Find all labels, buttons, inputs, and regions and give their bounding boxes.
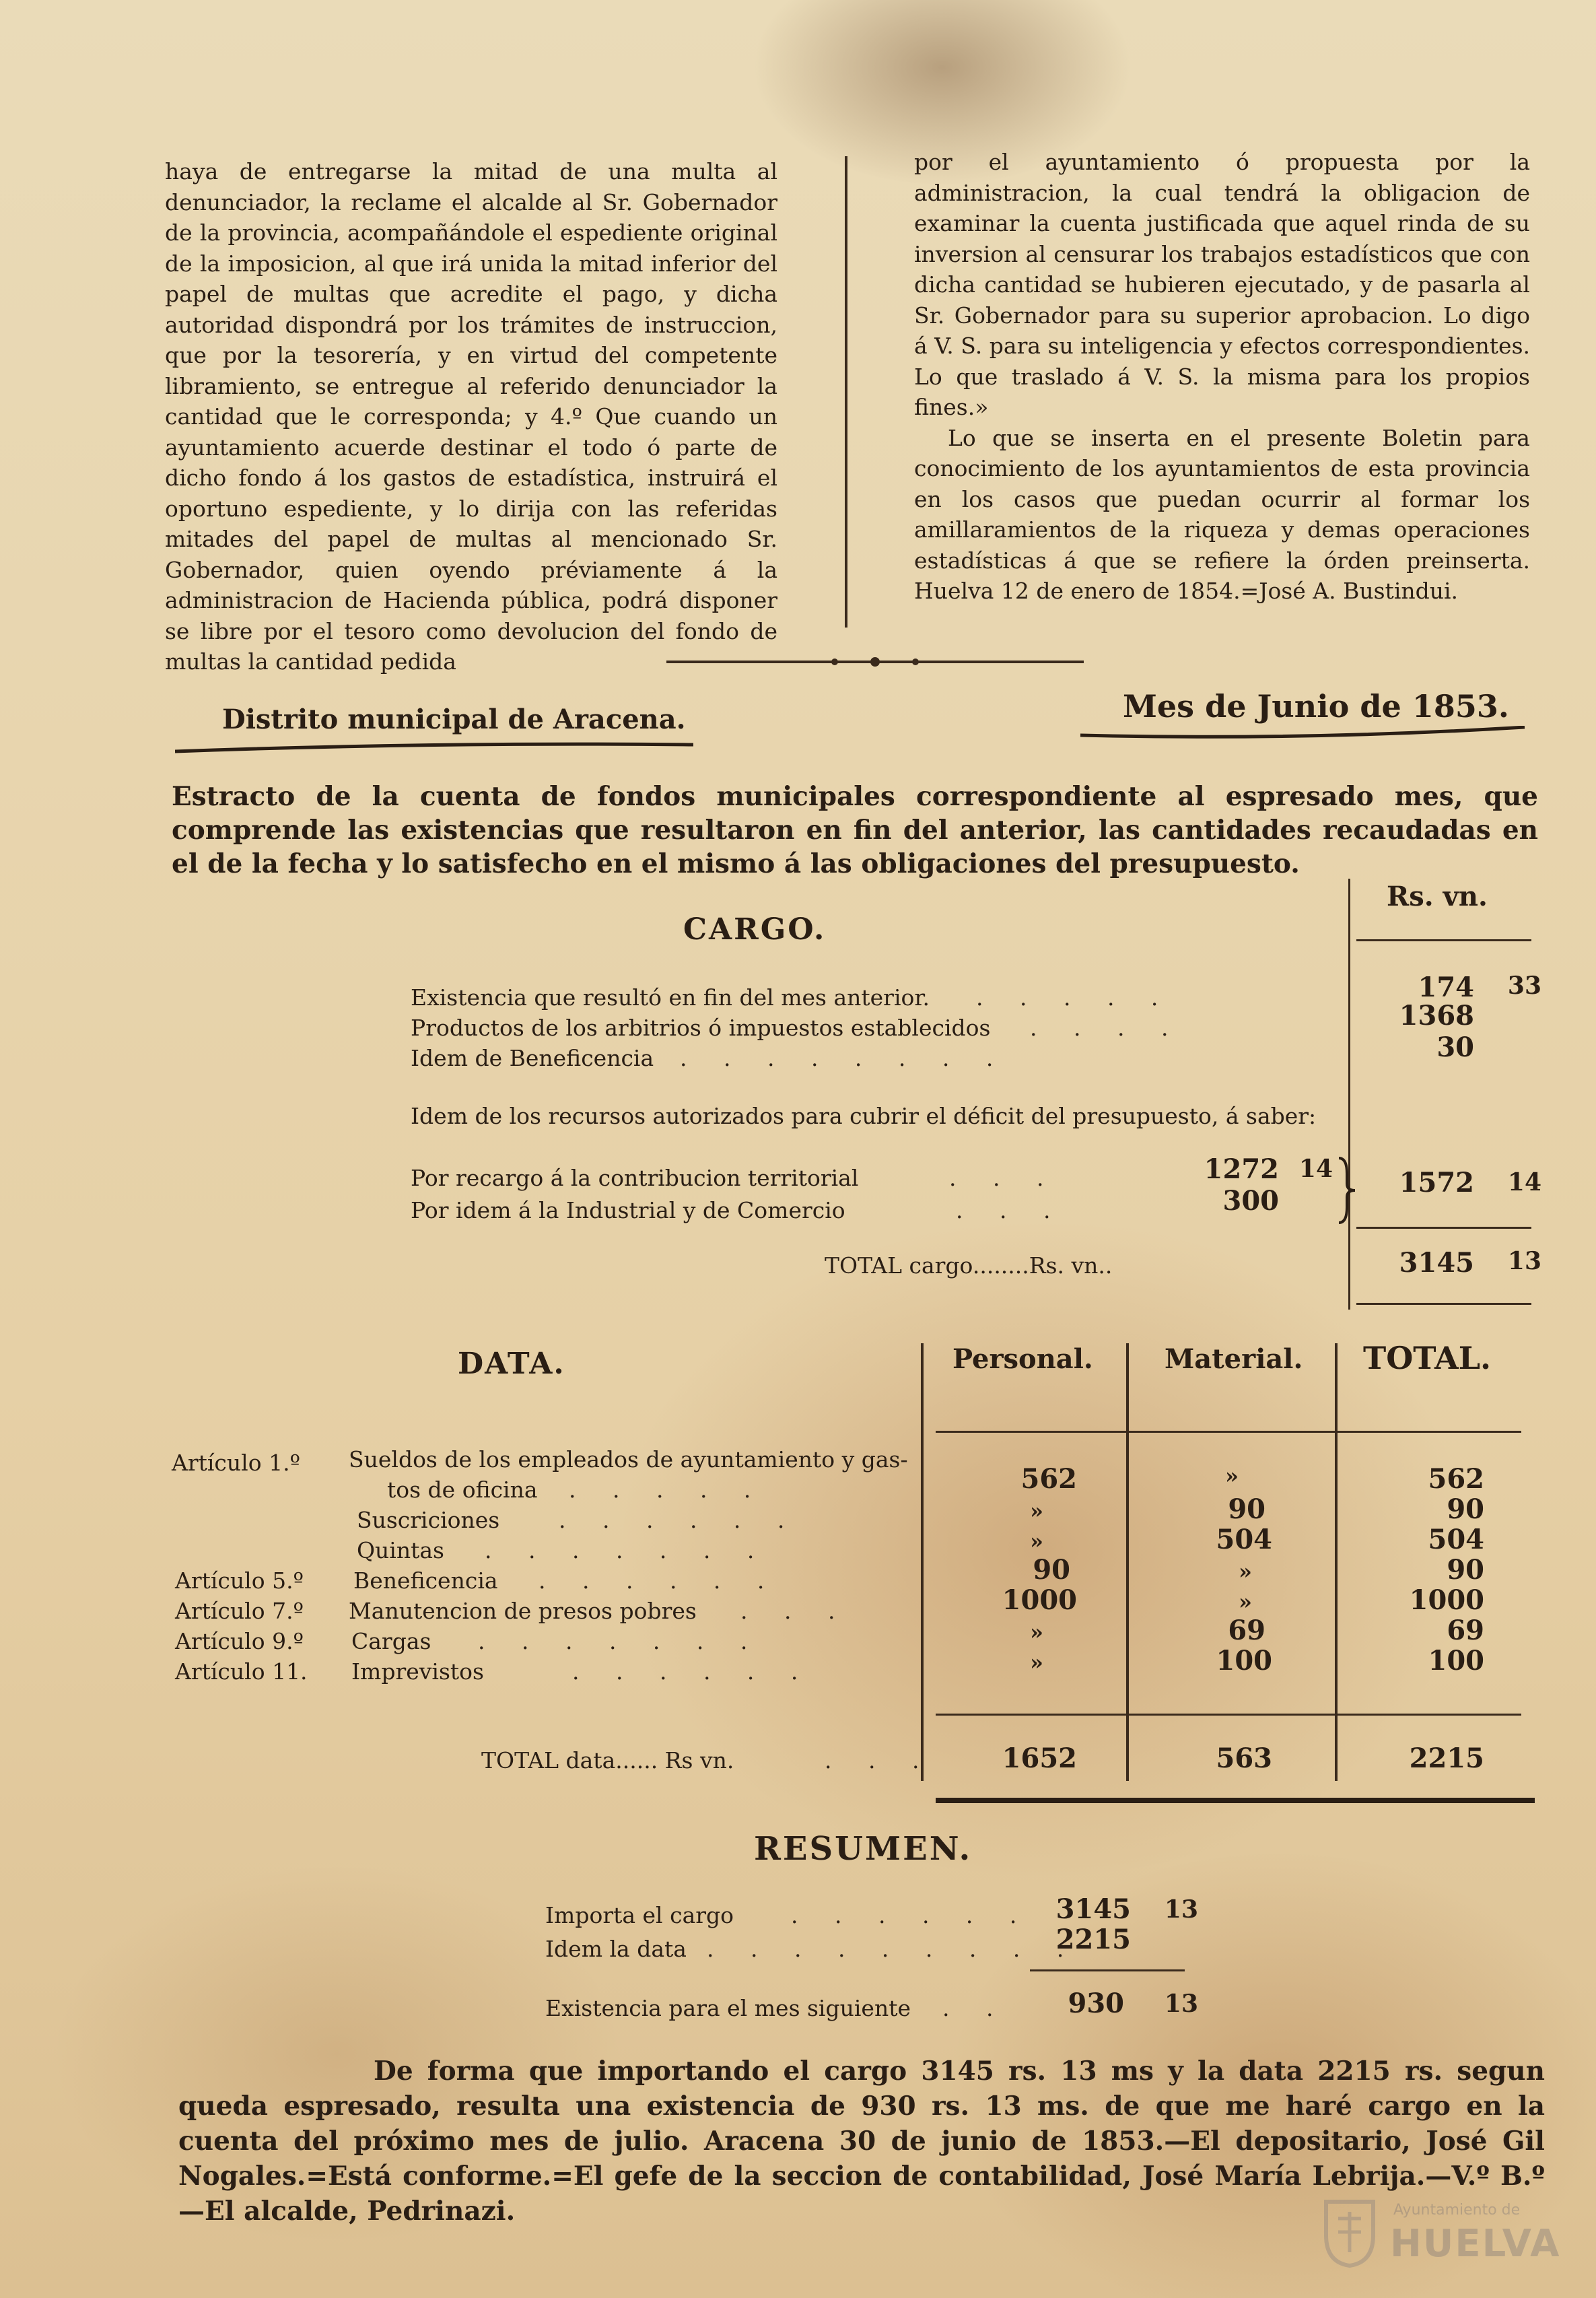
data-row-personal: 562: [1020, 1463, 1077, 1495]
recursos-total-rs: 1572: [1399, 1167, 1474, 1198]
data-total-personal: 1652: [1002, 1743, 1077, 1774]
data-row-material: »: [1239, 1589, 1252, 1615]
cargo-title: CARGO.: [683, 912, 827, 947]
resumen-row-rs: 3145: [1055, 1893, 1131, 1925]
data-article: Artículo 1.º: [172, 1450, 301, 1476]
data-row-material: 504: [1216, 1524, 1272, 1555]
data-row-material: 69: [1228, 1615, 1265, 1646]
leader-dots: . . . . . . .: [478, 1628, 763, 1654]
stamp-name: HUELVA: [1390, 2222, 1561, 2266]
leader-dots: . . .: [825, 1747, 934, 1773]
data-row-label: Beneficencia: [353, 1567, 498, 1594]
data-row-personal: 90: [1033, 1554, 1070, 1586]
cargo-total-label: TOTAL cargo........Rs. vn..: [825, 1252, 1113, 1279]
data-row-total: 562: [1428, 1463, 1484, 1495]
data-row-material: 100: [1216, 1645, 1272, 1677]
recursos-total-ms: 14: [1507, 1168, 1541, 1196]
leader-dots: . .: [942, 1995, 1008, 2021]
recurso-label: Por recargo á la contribucion territorial: [411, 1165, 859, 1191]
resumen-row-label: Importa el cargo: [545, 1902, 734, 1928]
intro-text: Estracto de la cuenta de fondos municipales correspondiente al espresado mes, que comprende las existencias que resultaron en fin del anterior, las cantidades recaudadas en el de la fecha y lo satisfecho en el mismo á las obligaciones del presupuesto.: [172, 781, 1538, 879]
leader-dots: . . . . . .: [539, 1567, 779, 1594]
cargo-total-rule: [1356, 1227, 1531, 1229]
data-row-total: 100: [1428, 1645, 1484, 1677]
closing-text: De forma que importando el cargo 3145 rs. 13 ms y la data 2215 rs. segun queda espresado, resulta una existencia de 930 rs. 13 ms. de que me haré cargo en la cuenta del próximo mes de julio. Aracena 30 de junio de 1853.—El depositario, José Gil Nogales.=Está conforme.=El gefe de la seccion de contabilidad, José María Lebrija.—V.º B.º—El alcalde, Pedrinazi.: [178, 2056, 1545, 2227]
data-row-total: 1000: [1409, 1584, 1484, 1616]
resumen-result-rs: 930: [1068, 1988, 1124, 2019]
resumen-result-label: Existencia para el mes siguiente: [545, 1995, 911, 2021]
left-column-paragraph: haya de entregarse la mitad de una multa al denunciador, la reclame el alcalde al Sr. Gobernador de la provincia, acompañándole el espediente original de la imposicion, al que irá unida la mitad inferior del papel de multas que acredite el pago, y dicha autoridad dispondrá por los trámites de instruccion, que por la tesorería, y en virtud del competente libramiento, se entregue al referido denunciador la cantidad que le corresponda; y 4.º Que cuando un ayuntamiento acuerde destinar el todo ó parte de dicho fondo á los gastos de estadística, instruirá el oportuno espediente, y lo dirija con las referidas mitades del papel de multas al mencionado Sr. Gobernador, quien oyendo préviamente á la administracion de Hacienda pública, podrá disponer se libre por el tesoro como devolucion del fondo de multas la cantidad pedida: [165, 158, 777, 675]
cargo-column-rule: [1348, 879, 1350, 1310]
data-row-total: 69: [1447, 1615, 1484, 1646]
data-row-label: Suscriciones: [357, 1507, 500, 1533]
data-row-label: tos de oficina: [387, 1477, 538, 1503]
district-underline: [175, 741, 693, 755]
month-underline: [1080, 726, 1525, 741]
data-row-material: 90: [1228, 1493, 1265, 1525]
recurso-rs: 1272: [1204, 1153, 1279, 1185]
leader-dots: . . . .: [1030, 1015, 1183, 1041]
cargo-header-rule: [1356, 939, 1531, 941]
recursos-brace: [1336, 1157, 1356, 1224]
leader-dots: . . . . . .: [791, 1902, 1032, 1928]
data-row-total: 504: [1428, 1524, 1484, 1555]
cargo-row-label: Idem de Beneficencia: [411, 1045, 654, 1071]
data-total-total: 2215: [1409, 1743, 1484, 1774]
data-row-label: Manutencion de presos pobres: [349, 1598, 697, 1624]
data-row-personal: 1000: [1002, 1584, 1077, 1616]
library-stamp: [1319, 2182, 1562, 2283]
data-row-material: »: [1225, 1463, 1239, 1489]
leader-dots: . . . . . . . .: [680, 1045, 1008, 1071]
leader-dots: . . . . . .: [559, 1507, 800, 1533]
month-heading: Mes de Junio de 1853.: [1123, 688, 1509, 724]
ornamental-separator: [666, 656, 1084, 667]
recursos-label: Idem de los recursos autorizados para cubrir el déficit del presupuesto, á saber:: [411, 1103, 1317, 1129]
data-row-label: Imprevistos: [351, 1658, 484, 1685]
left-column-text: [165, 156, 777, 677]
recurso-ms: 14: [1298, 1155, 1333, 1183]
data-row-label: Sueldos de los empleados de ayuntamiento y gas-: [349, 1446, 908, 1473]
data-header-rule: [936, 1431, 1521, 1433]
leader-dots: . . . . .: [569, 1477, 766, 1503]
right-column-paragraph-1: por el ayuntamiento ó propuesta por la administracion, la cual tendrá la obligacion de examinar la cuenta justificada que aquel rinda de su inversion al censurar los trabajos estadísticos que con dicha cantidad se hubieren ejecutado, y de pasarla al Sr. Gobernador para su superior aprobacion. Lo digo á V. S. para su inteligencia y efectos correspondientes. Lo que traslado á V. S. la misma para los propios fines.»: [914, 149, 1530, 420]
data-article: Artículo 9.º: [175, 1628, 304, 1654]
district-heading: Distrito municipal de Aracena.: [222, 704, 686, 735]
data-row-total: 90: [1447, 1554, 1484, 1586]
leader-dots: . . . . .: [976, 984, 1173, 1011]
stamp-small-text: Ayuntamiento de: [1393, 2202, 1521, 2219]
data-article: Artículo 5.º: [175, 1567, 304, 1594]
recurso-rs: 300: [1222, 1185, 1279, 1217]
data-col-header: Material.: [1165, 1343, 1303, 1375]
data-row-total: 90: [1447, 1493, 1484, 1525]
resumen-result-ms: 13: [1164, 1990, 1198, 2018]
resumen-row-label: Idem la data: [545, 1936, 687, 1962]
data-title: DATA.: [458, 1347, 565, 1381]
data-row-label: Cargas: [351, 1628, 431, 1654]
data-row-personal: »: [1030, 1498, 1043, 1524]
data-row-material: »: [1239, 1559, 1252, 1584]
recurso-label: Por idem á la Industrial y de Comercio: [411, 1197, 845, 1223]
column-divider: [845, 156, 847, 628]
cargo-col-header: Rs. vn.: [1387, 881, 1488, 912]
leader-dots: . . .: [949, 1165, 1059, 1191]
ornament-icon: [666, 656, 1084, 667]
leader-dots: . . . . . . . . .: [707, 1936, 1079, 1962]
data-total-label: TOTAL data...... Rs vn.: [481, 1747, 734, 1773]
data-bottom-rule: [936, 1798, 1535, 1803]
resumen-row-ms: 13: [1164, 1895, 1198, 1924]
data-subtotal-rule: [936, 1714, 1521, 1716]
resumen-title: RESUMEN.: [754, 1830, 973, 1868]
leader-dots: . . .: [956, 1197, 1066, 1223]
cargo-total-ms: 13: [1507, 1247, 1541, 1275]
data-column-rule: [921, 1343, 924, 1781]
leader-dots: . . . . . . .: [485, 1537, 769, 1563]
cargo-row-label: Productos de los arbitrios ó impuestos establecidos: [411, 1015, 991, 1041]
data-row-personal: »: [1030, 1650, 1043, 1675]
data-col-header: Personal.: [952, 1343, 1093, 1375]
cargo-row-label: Existencia que resultó en fin del mes anterior.: [411, 984, 930, 1011]
cargo-row-rs: 174: [1418, 972, 1474, 1003]
leader-dots: . . . . . .: [572, 1658, 813, 1685]
data-total-material: 563: [1216, 1743, 1272, 1774]
data-row-personal: »: [1030, 1619, 1043, 1645]
leader-dots: . . .: [740, 1598, 850, 1624]
right-column-text: [914, 147, 1530, 607]
data-row-label: Quintas: [357, 1537, 444, 1563]
data-article: Artículo 7.º: [175, 1598, 304, 1624]
data-col-header: TOTAL.: [1363, 1340, 1492, 1376]
data-row-personal: »: [1030, 1528, 1043, 1554]
cargo-row-rs: 30: [1436, 1032, 1474, 1063]
resumen-rule: [1030, 1969, 1185, 1971]
cargo-row-rs: 1368: [1399, 1000, 1474, 1032]
coat-of-arms-icon: [1319, 2195, 1380, 2269]
data-article: Artículo 11.: [175, 1658, 308, 1685]
cargo-total-rs: 3145: [1399, 1247, 1474, 1279]
resumen-row-rs: 2215: [1055, 1924, 1131, 1955]
right-column-paragraph-2: Lo que se inserta en el presente Boletin para conocimiento de los ayuntamientos de esta provincia en los casos que puedan ocurrir al formar los amillaramientos de la riqueza y demas operaciones estadísticas á que se refiere la órden preinserta. Huelva 12 de enero de 1854.=José A. Bustindui.: [914, 424, 1530, 604]
cargo-row-ms: 33: [1507, 972, 1541, 1000]
cargo-bottom-rule: [1356, 1303, 1531, 1305]
